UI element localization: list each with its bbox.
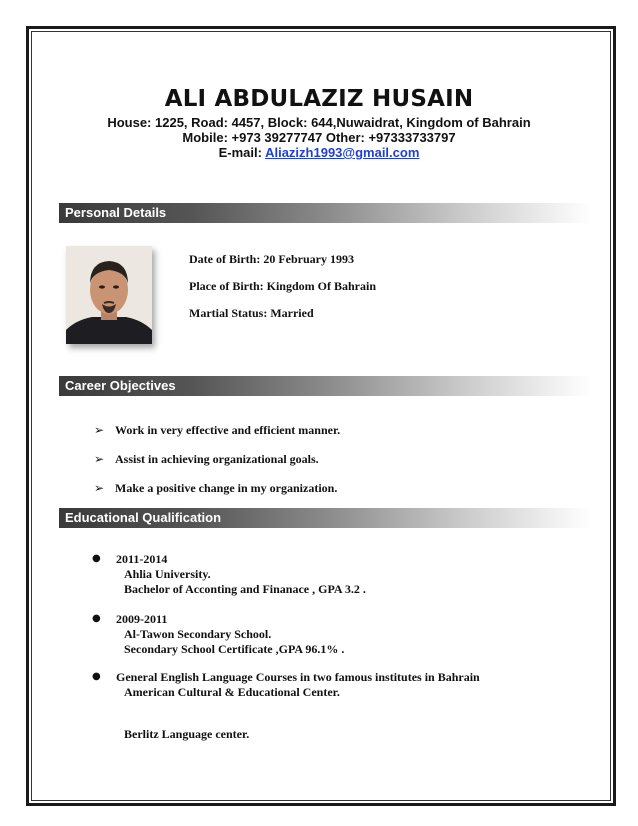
- email-label: E-mail:: [218, 145, 262, 160]
- arrowhead-bullet-icon: ➢: [94, 481, 105, 495]
- education-detail: Secondary School Certificate ,GPA 96.1% .: [124, 642, 345, 656]
- section-title-education: Educational Qualification: [65, 510, 222, 525]
- education-years: 2009-2011: [116, 612, 168, 626]
- place-of-birth: Place of Birth: Kingdom Of Bahrain: [189, 279, 376, 293]
- section-title-personal: Personal Details: [65, 205, 167, 220]
- section-bar-career: [59, 376, 591, 396]
- education-years: 2011-2014: [116, 552, 168, 566]
- applicant-name: ALI ABDULAZIZ HUSAIN: [164, 86, 474, 112]
- language-institute: Berlitz Language center.: [124, 727, 250, 741]
- date-of-birth: Date of Birth: 20 February 1993: [189, 252, 354, 266]
- round-bullet-icon: ●: [92, 613, 101, 624]
- language-course: General English Language Courses in two famous institutes in Bahrain: [116, 670, 480, 684]
- objective-item: [94, 423, 340, 438]
- profile-photo: [66, 246, 152, 344]
- language-institute: American Cultural & Educational Center.: [124, 685, 340, 699]
- objective-text: Assist in achieving organizational goals.: [115, 452, 319, 466]
- mobile-line: Mobile: +973 39277747 Other: +97333733797: [182, 130, 456, 145]
- objective-text: Make a positive change in my organization.: [115, 481, 338, 495]
- email-link[interactable]: Aliazizh1993@gmail.com: [265, 145, 420, 160]
- education-institution: Ahlia University.: [124, 567, 211, 581]
- marital-status: Martial Status: Married: [189, 306, 314, 320]
- profile-photo-image: [66, 246, 152, 344]
- round-bullet-icon: ●: [92, 671, 101, 682]
- education-institution: Al-Tawon Secondary School.: [124, 627, 272, 641]
- arrowhead-bullet-icon: ➢: [94, 452, 105, 466]
- section-bar-education: [59, 508, 591, 528]
- section-bar-personal: [59, 203, 591, 223]
- arrowhead-bullet-icon: ➢: [94, 423, 105, 437]
- education-detail: Bachelor of Acconting and Finanace , GPA 3.2 .: [124, 582, 366, 596]
- section-title-career: Career Objectives: [65, 378, 176, 393]
- objective-item: [94, 452, 319, 467]
- objective-item: [94, 481, 337, 496]
- objective-text: Work in very effective and efficient manner.: [115, 423, 341, 437]
- email-line: [0, 145, 638, 160]
- address-line: House: 1225, Road: 4457, Block: 644,Nuwaidrat, Kingdom of Bahrain: [107, 115, 531, 130]
- round-bullet-icon: ●: [92, 553, 101, 564]
